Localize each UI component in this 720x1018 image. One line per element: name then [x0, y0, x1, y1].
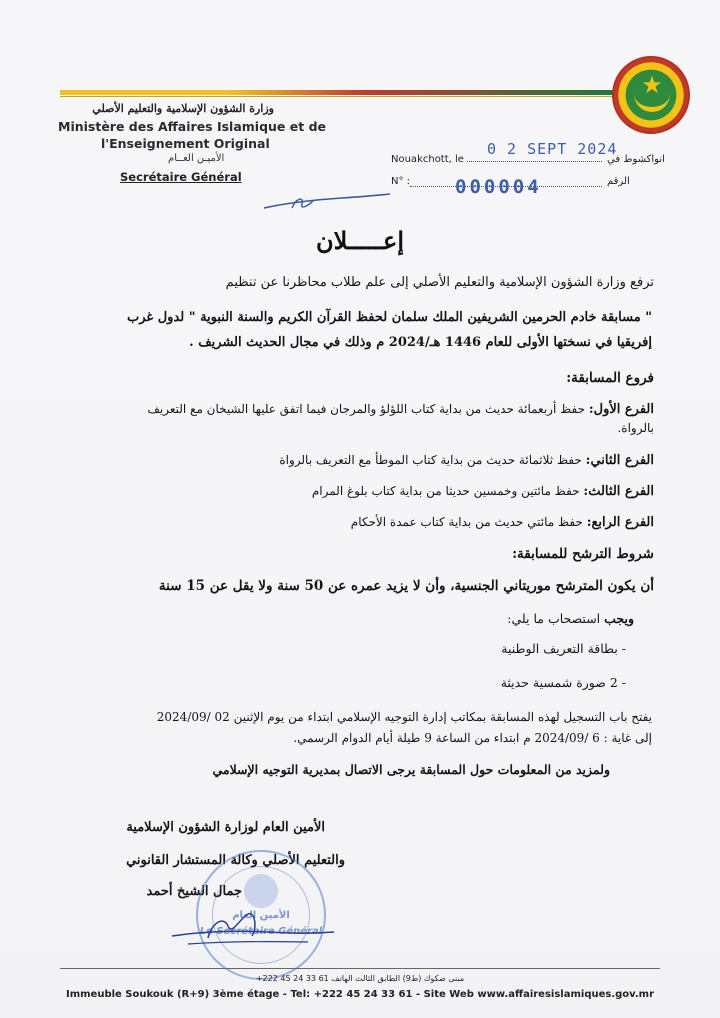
number-label-fr: N° : — [391, 176, 411, 187]
registration-line-2: إلى غاية : 6 /2024/09 م ابتداء من الساعة 9 طيلة أيام الدوام الرسمي. — [293, 731, 652, 745]
branches-heading: فروع المسابقة: — [566, 370, 654, 386]
document-title: إعـــــلان — [315, 226, 405, 255]
required-rest: استصحاب ما يلي: — [507, 611, 601, 626]
ministry-name-fr-line2: l'Enseignement Original — [101, 136, 270, 151]
conditions-heading: شروط الترشح للمسابقة: — [512, 546, 654, 562]
branch-label: الفرع الثالث: — [583, 484, 654, 499]
branch-3 — [312, 484, 654, 499]
header-divider — [60, 96, 620, 97]
branch-text: حفظ ثلاثمائة حديث من بداية كتاب الموطأ مع التعريف بالرواة — [279, 453, 582, 467]
number-label-ar: الرقم — [607, 176, 630, 187]
branch-1 — [147, 402, 654, 417]
crescent-icon — [634, 94, 670, 112]
date-stamp: 0 2 SEPT 2024 — [487, 140, 618, 158]
branch-2 — [279, 453, 654, 468]
star-icon: ★ — [641, 71, 663, 99]
footer-divider — [60, 968, 660, 969]
registration-line-1: يفتح باب التسجيل لهذه المسابقة بمكاتب إدارة التوجيه الإسلامي ابتداء من يوم الإثنين 02 /2024/09 — [156, 710, 652, 724]
signatory-line-2: والتعليم الأصلي وكالة المستشار القانوني — [126, 853, 345, 868]
number-stamp: 000004 — [455, 176, 542, 198]
handwritten-signature-icon — [168, 896, 338, 956]
branch-text: حفظ مائتين وخمسين حديثا من بداية كتاب بلوغ المرام — [311, 484, 580, 498]
secretary-title-fr: Secrétaire Général — [120, 170, 242, 184]
branch-text: حفظ أربعمائة حديث من بداية كتاب اللؤلؤ والمرجان فيما اتفق عليها الشيخان مع التعريف — [147, 402, 586, 416]
required-intro — [507, 611, 634, 626]
competition-line-2: إفريقيا في نسختها الأولى للعام 1446 هـ/2024 م وذلك في مجال الحديث الشريف . — [189, 335, 652, 350]
header-color-band — [60, 90, 620, 95]
stamp-text-fr: Le Secrétaire Général — [199, 926, 323, 937]
required-item-1: - بطاقة التعريف الوطنية — [501, 641, 626, 656]
signatory-line-1: الأمين العام لوزارة الشؤون الإسلامية — [126, 820, 325, 835]
required-bold: ويجب — [604, 611, 634, 626]
ministry-name-fr-line1: Ministère des Affaires Islamique et de — [58, 119, 326, 134]
footer-address-fr: Immeuble Soukouk (R+9) 3ème étage - Tel: +222 45 24 33 61 - Site Web www.affairesislamiques.gov.mr — [65, 989, 655, 1000]
branch-text: حفظ مائتي حديث من بداية كتاب عمدة الأحكام — [350, 515, 583, 529]
competition-line-1: " مسابقة خادم الحرمين الشريفين الملك سلمان لحفظ القرآن الكريم والسنة النبوية " لدول غرب — [127, 310, 652, 325]
signatory-name: جمال الشيخ أحمد — [146, 884, 242, 899]
info-line: ولمزيد من المعلومات حول المسابقة يرجى الاتصال بمديرية التوجيه الإسلامي — [212, 762, 610, 777]
condition-main: أن يكون المترشح موريتاني الجنسية، وأن لا يزيد عمره عن 50 سنة ولا يقل عن 15 سنة — [158, 578, 654, 594]
branch-label: الفرع الرابع: — [586, 515, 654, 530]
intro-text: ترفع وزارة الشؤون الإسلامية والتعليم الأصلي إلى علم طلاب محاظرنا عن تنظيم — [225, 275, 654, 290]
branch-label: الفرع الأول: — [588, 402, 654, 417]
branch-4 — [351, 515, 654, 530]
national-emblem-icon — [612, 56, 690, 134]
place-label-ar: انواكشوط في — [607, 154, 665, 165]
initial-signature-icon — [262, 186, 392, 216]
date-dotted-line — [467, 161, 602, 162]
ministry-name-ar: وزارة الشؤون الإسلامية والتعليم الأصلي — [92, 102, 274, 115]
footer-address-ar: مبنى صكوك (ط9) الطابق الثالث الهاتف 61 33 24 45 222+ — [255, 974, 465, 983]
branch-1-continuation: بالرواة. — [617, 421, 654, 435]
secretary-title-ar: الأميـن العــام — [168, 153, 225, 164]
stamp-text-ar: الأمين العام — [232, 910, 290, 921]
place-label-fr: Nouakchott, le — [391, 154, 464, 165]
branch-label: الفرع الثاني: — [585, 453, 654, 468]
required-item-2: - 2 صورة شمسية حديثة — [500, 675, 626, 690]
